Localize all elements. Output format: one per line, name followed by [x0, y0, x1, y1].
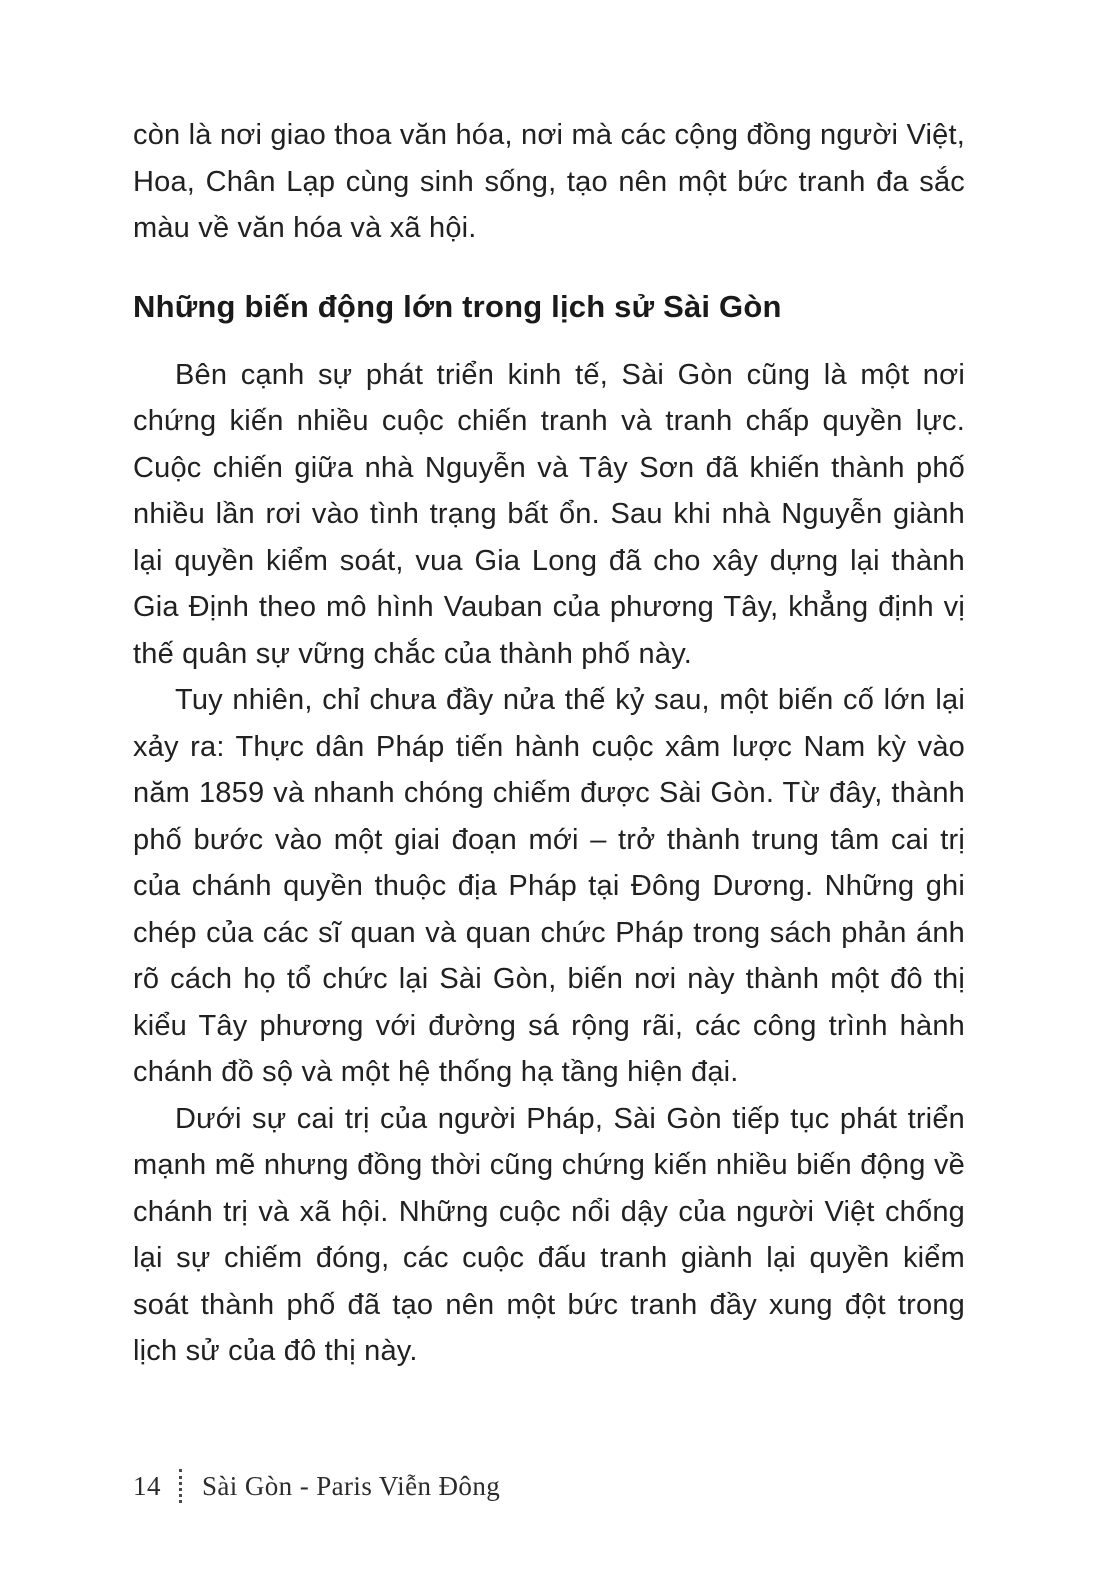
paragraph: Bên cạnh sự phát triển kinh tế, Sài Gòn cũng là một nơi chứng kiến nhiều cuộc chiến tranh và tranh chấp quyền lực. Cuộc chiến giữa nhà Nguyễn và Tây Sơn đã khiến thành phố nhiều lần rơi vào tình trạng bất ổn. Sau khi nhà Nguyễn giành lại quyền kiểm soát, vua Gia Long đã cho xây dựng lại thành Gia Định theo mô hình Vauban của phương Tây, khẳng định vị thế quân sự vững chắc của thành phố này.: [133, 358, 965, 670]
page-footer: [133, 1469, 500, 1503]
page-number: 14: [133, 1470, 161, 1501]
section-heading: Những biến động lớn trong lịch sử Sài Gòn: [133, 288, 782, 324]
intro-paragraph: còn là nơi giao thoa văn hóa, nơi mà các cộng đồng người Việt, Hoa, Chân Lạp cùng sinh sống, tạo nên một bức tranh đa sắc màu về văn hóa và xã hội.: [133, 119, 965, 244]
footer-book-title: Sài Gòn - Paris Viễn Đông: [202, 1470, 501, 1501]
footer-dotted-divider: [179, 1469, 182, 1503]
paragraph: Dưới sự cai trị của người Pháp, Sài Gòn tiếp tục phát triển mạnh mẽ nhưng đồng thời cũng chứng kiến nhiều biến động về chánh trị và xã hội. Những cuộc nổi dậy của người Việt chống lại sự chiếm đóng, các cuộc đấu tranh giành lại quyền kiểm soát thành phố đã tạo nên một bức tranh đầy xung đột trong lịch sử của đô thị này.: [133, 1102, 965, 1367]
text-block: [133, 112, 965, 1375]
paragraph: Tuy nhiên, chỉ chưa đầy nửa thế kỷ sau, một biến cố lớn lại xảy ra: Thực dân Pháp tiến hành cuộc xâm lược Nam kỳ vào năm 1859 và nhanh chóng chiếm được Sài Gòn. Từ đây, thành phố bước vào một giai đoạn mới – trở thành trung tâm cai trị của chánh quyền thuộc địa Pháp tại Đông Dương. Những ghi chép của các sĩ quan và quan chức Pháp trong sách phản ánh rõ cách họ tổ chức lại Sài Gòn, biến nơi này thành một đô thị kiểu Tây phương với đường sá rộng rãi, các công trình hành chánh đồ sộ và một hệ thống hạ tầng hiện đại.: [133, 684, 965, 1088]
